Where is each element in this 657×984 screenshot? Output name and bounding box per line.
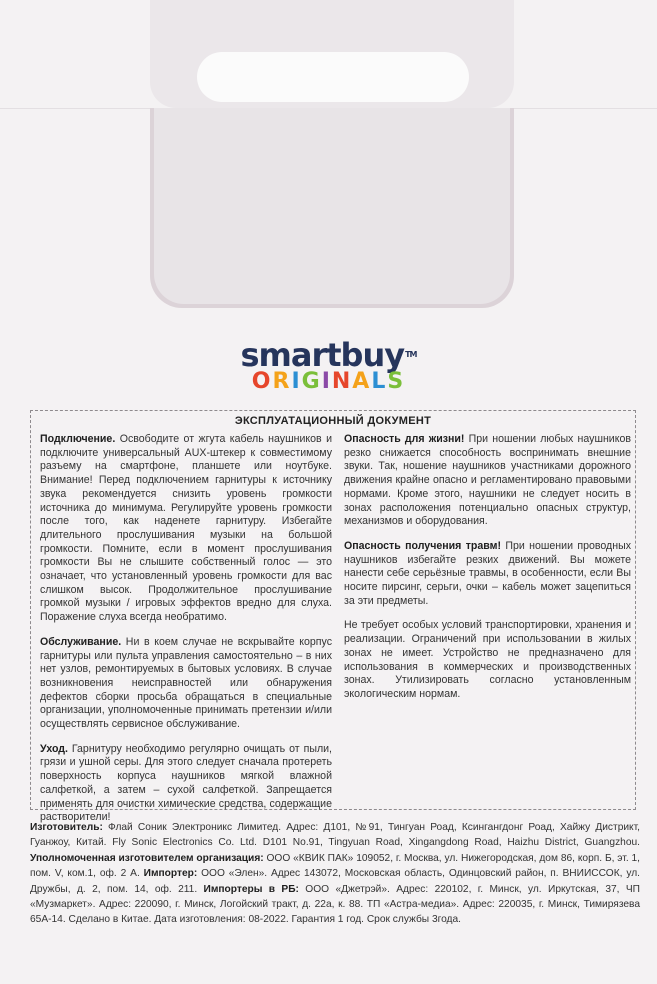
- document-title: ЭКСПЛУАТАЦИОННЫЙ ДОКУМЕНТ: [234, 415, 432, 427]
- service-section: [40, 636, 332, 732]
- manufacturer-text: Флай Соник Электроникс Лимитед. Адрес: Д101, №91, Тингуан Роад, Ксингангдонг Роад, Хайжу Дистрикт, Гуанжоу, Китай. Fly Sonic Electronics Co. Ltd. D101 No.91, Tingyuan Road, Xingangdong Road, Haizhu District, Guangzhou.: [30, 822, 640, 849]
- brand-name: smartbuy: [240, 336, 405, 374]
- logo-letter: G: [301, 369, 322, 394]
- care-section: [40, 743, 332, 825]
- left-column: [40, 433, 332, 836]
- brand-logo-bottom: [0, 370, 657, 394]
- logo-letter: A: [352, 369, 372, 394]
- hang-hole: [197, 52, 469, 102]
- injury-heading: Опасность получения травм!: [344, 539, 501, 552]
- manufacturer-label: Изготовитель:: [30, 822, 103, 833]
- authorized-label: Уполномоченная изготовителем организация:: [30, 852, 264, 864]
- importers-rb-label: Импортеры в РБ:: [203, 883, 299, 895]
- danger-text: При ношении любых наушников резко снижается способность воспринимать внешние звуки. Так, ношение наушников участниками дорожного движения крайне опасно и регламентировано правовыми нормами. Кроме этого, наушники не следует носить в зонах расположения потенциально опасных структур, механизмов и оборудования.: [344, 433, 631, 528]
- logo-letter: I: [321, 369, 332, 394]
- transport-text: Не требует особых условий транспортировки, хранения и реализации. Ограничений при использовании в жилых зонах не имеет. Устройство не предназначено для использования в коммерческих и производственных зонах. Утилизировать согласно установленным экологическим нормам.: [344, 619, 631, 700]
- brand-logo: [0, 338, 657, 394]
- importers-rb-text: ООО «Джетрэй». Адрес: 220102, г. Минск, ул. Иркутская, 37, ЧП «Музмаркет». Адрес: 220090, г. Минск, Логойский тракт, д. 22а, к. 88. ТП «Астра-медиа». Адрес: 220035, г. Минск, Тимирязева 65А-14. Сделано в Китае. Дата изготовления: 08-2022. Гарантия 1 год. Срок службы 3года.: [30, 883, 640, 926]
- importer-label: Импортер:: [143, 868, 198, 880]
- logo-letter: O: [251, 369, 273, 394]
- importer-text: ООО «Элен». Адрес 143072, Московская область, Одинцовский район, п. ВНИИССОК, ул. Дружбы, д. 2, пом. 14, оф. 211.: [30, 868, 640, 895]
- care-text: Гарнитуру необходимо регулярно очищать от пыли, грязи и ушной серы. Для этого следует сначала протереть поверхность корпуса наушников мягкой влажной салфеткой, а затем – сухой салфеткой. Запрещается применять для очистки химические средства, содержащие растворители!: [40, 742, 332, 824]
- logo-letter: S: [387, 369, 406, 394]
- injury-text: При ношении проводных наушников избегайте резких движений. Вы можете нанести себе серьёзные травмы, в особенности, если Вы носите пирсинг, серьги, очки – кабель может зацепиться за эти предметы.: [344, 539, 631, 607]
- right-column: [344, 433, 631, 713]
- logo-letter: R: [272, 369, 292, 394]
- connection-heading: Подключение.: [40, 433, 116, 445]
- connection-text: Освободите от жгута кабель наушников и подключите универсальный AUX-штекер к совместимому разъему на смартфоне, планшете или ноутбуке. Внимание! Перед подключением гарнитуры к источнику звука рекомендуется снизить уровень громкости источника до минимума. Регулируйте уровень громкости после того, как наденете гарнитуру. Избегайте длительного прослушивания музыки на большой громкости. Помните, если в момент прослушивания громкости Вы не слышите собственный голос — это означает, что установленный уровень громкости для вас слишком высок. Продолжительное прослушивание громкой музыки / игровых эффектов вредно для слуха. Поражение слуха всегда необратимо.: [40, 433, 332, 624]
- injury-section: [344, 540, 631, 609]
- manufacturer-info: [30, 820, 640, 928]
- service-text: Ни в коем случае не вскрывайте корпус гарнитуры или пульта управления самостоятельно – в них нет узлов, ремонтируемых в бытовых условиях. В случае возникновения неисправностей или обнаружения дефектов сборки просьба обращаться в специальные организации, уполномоченные принимать претензии и/или осуществлять сервисное обслуживание.: [40, 635, 332, 731]
- care-heading: Уход.: [40, 742, 68, 755]
- display-window: [154, 108, 510, 304]
- danger-section: [344, 433, 631, 529]
- authorized-text: ООО «КВИК ПАК» 109052, г. Москва, ул. Нижегородская, дом 86, корп. Б, эт. 1, пом. V, ком.1, оф. 2 А.: [30, 852, 640, 880]
- transport-section: [344, 619, 631, 701]
- operating-document-box: [30, 410, 636, 824]
- logo-letter: I: [291, 369, 302, 394]
- logo-letter: N: [331, 369, 353, 394]
- brand-logo-top: [0, 338, 657, 372]
- connection-section: [40, 433, 332, 625]
- logo-letter: L: [371, 369, 388, 394]
- danger-heading: Опасность для жизни!: [344, 433, 465, 445]
- trademark-mark: TM: [405, 350, 417, 359]
- service-heading: Обслуживание.: [40, 635, 122, 648]
